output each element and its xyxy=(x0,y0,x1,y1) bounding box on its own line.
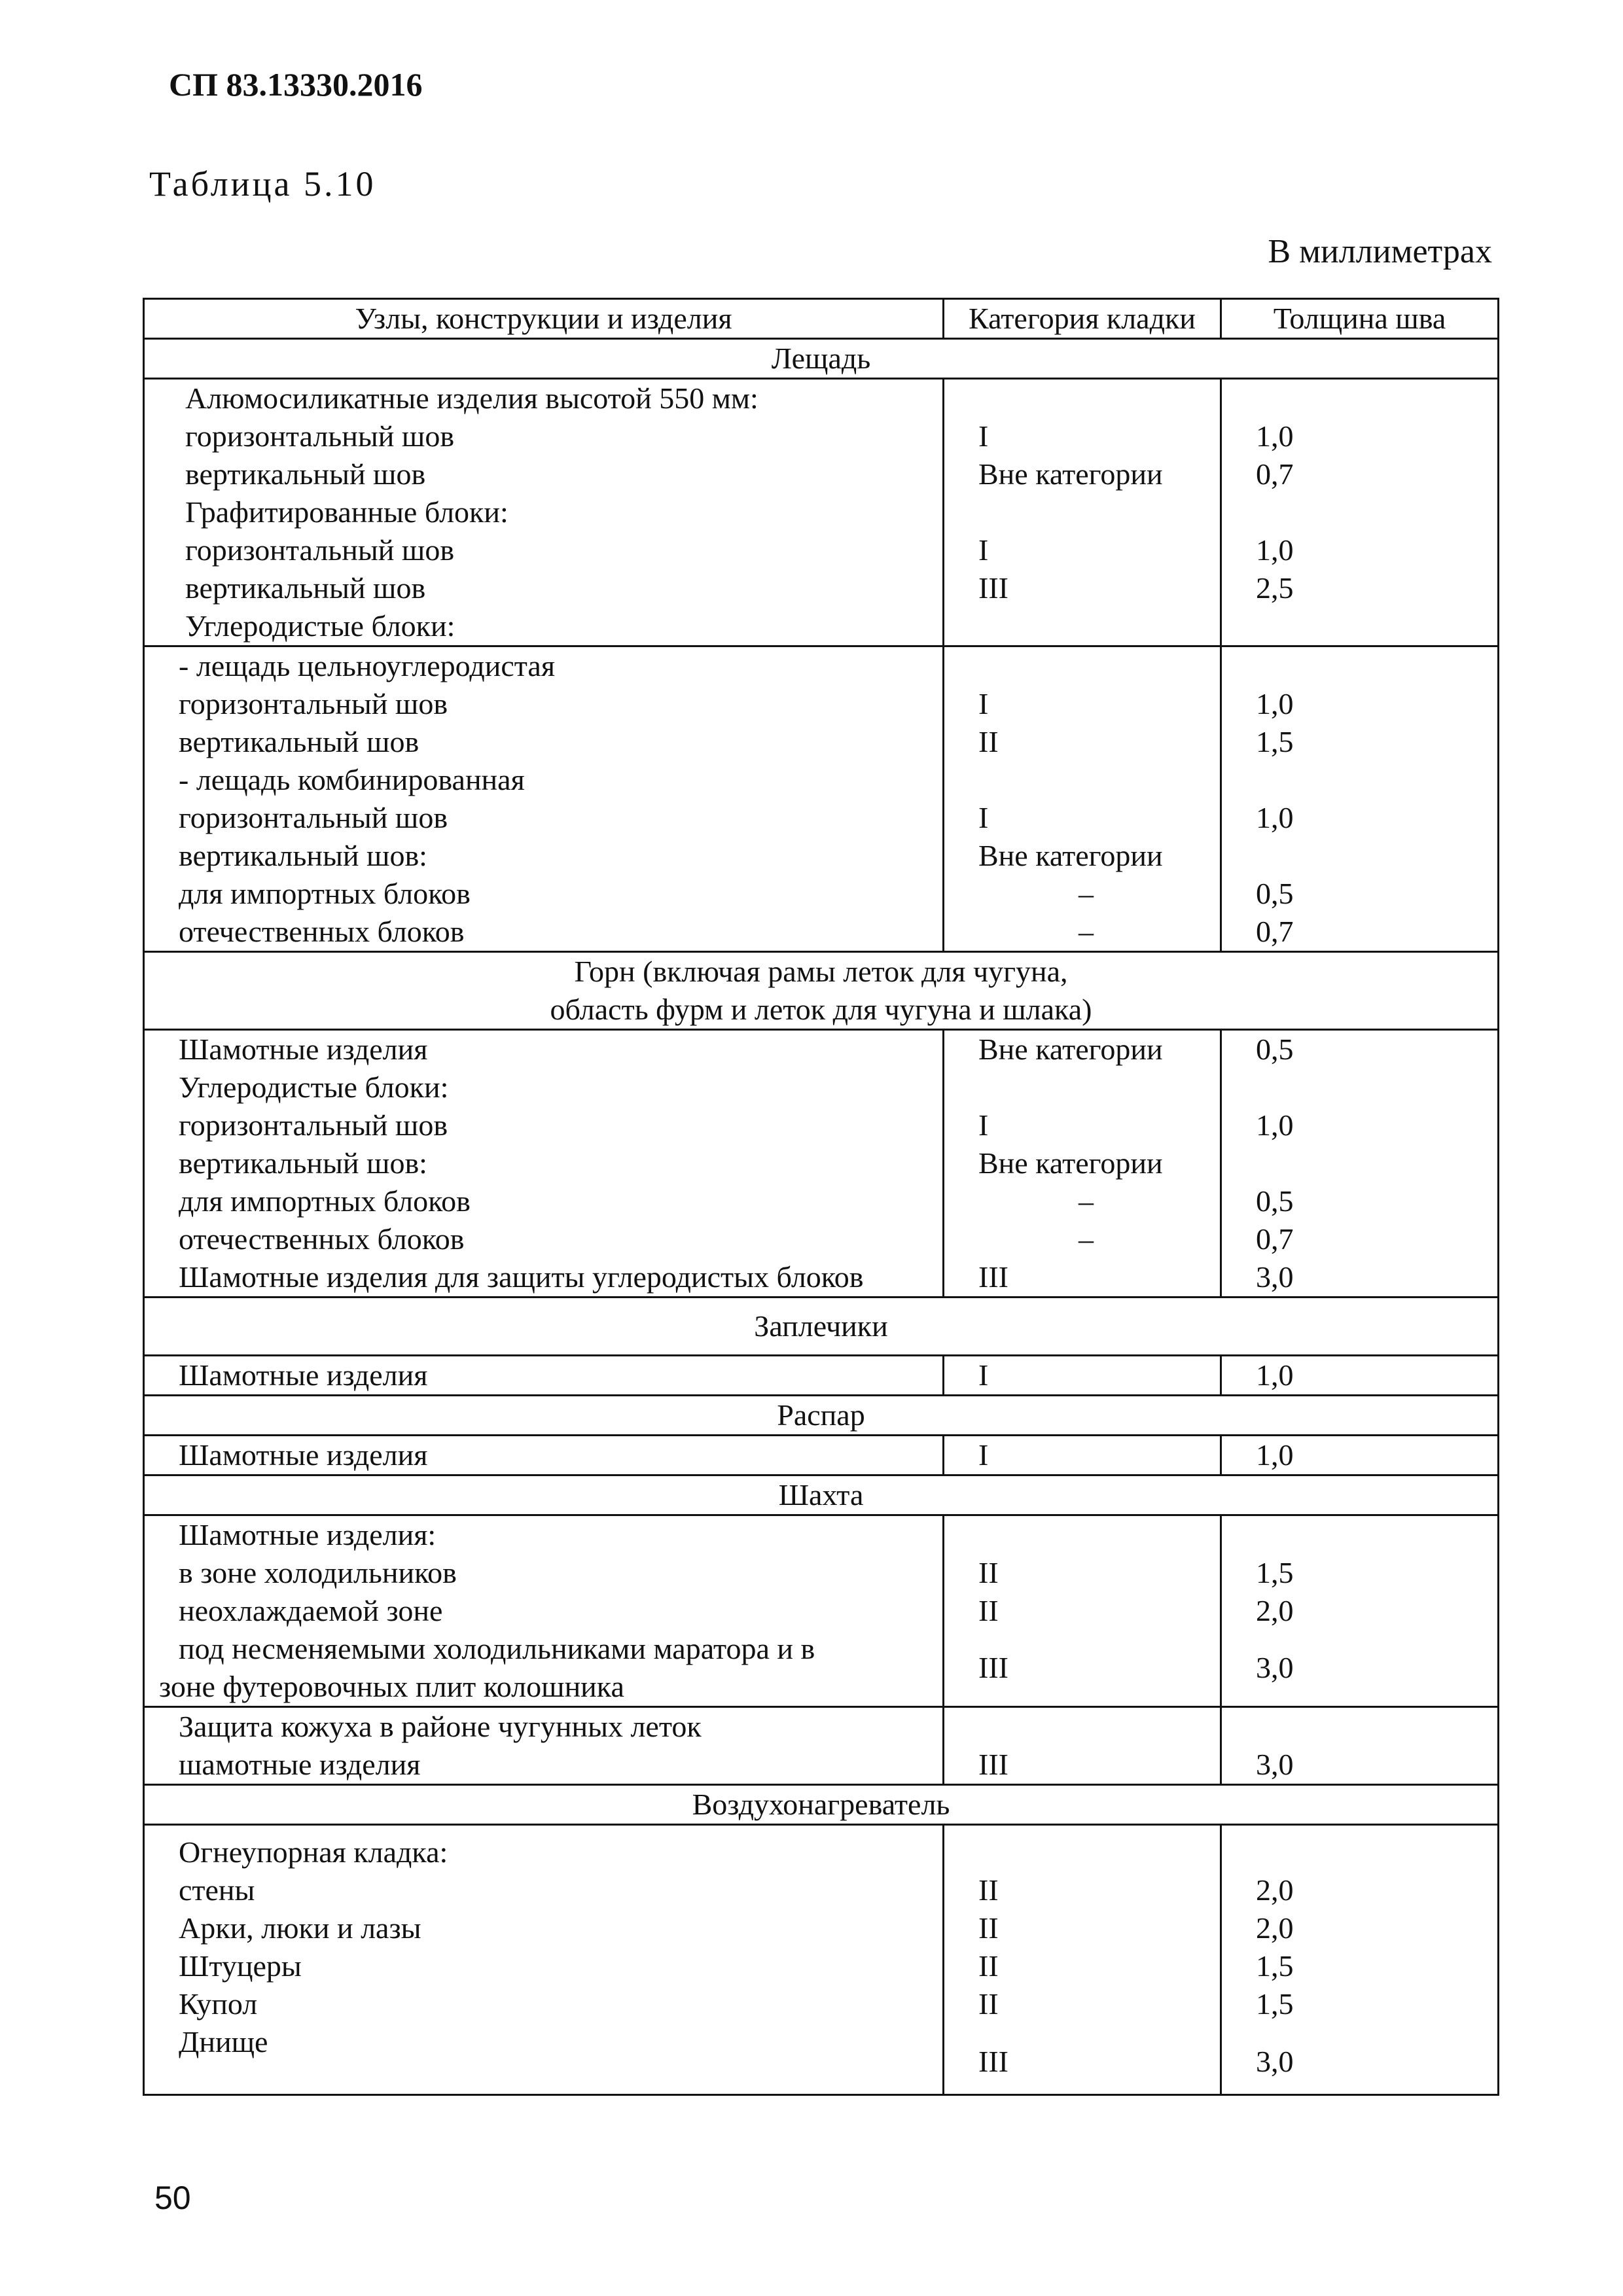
category-value: I xyxy=(978,1108,989,1142)
category-cell xyxy=(944,1030,1221,1298)
thickness-value: 1,0 xyxy=(1256,801,1294,834)
category-value: I xyxy=(978,801,989,834)
thickness-cell xyxy=(1221,379,1499,646)
item-text: горизонтальный шов xyxy=(185,419,455,453)
section-header-row xyxy=(144,1785,1499,1825)
table-row-group xyxy=(144,379,1499,646)
item-text: горизонтальный шов xyxy=(179,687,448,720)
thickness-value: 2,0 xyxy=(1256,1911,1294,1945)
item-text: Днище xyxy=(179,2025,268,2058)
category-cell xyxy=(944,1825,1221,2095)
item-text: - лещадь комбинированная xyxy=(179,763,525,796)
category-value: II xyxy=(978,1594,999,1627)
category-cell xyxy=(944,379,1221,646)
thickness-cell xyxy=(1221,1515,1499,1707)
item-text: отечественных блоков xyxy=(179,915,465,948)
thickness-value: 1,5 xyxy=(1256,1556,1294,1589)
table-row-group xyxy=(144,1825,1499,2095)
thickness-cell xyxy=(1221,1825,1499,2095)
thickness-cell xyxy=(1221,1030,1499,1298)
section-header-row xyxy=(144,1298,1499,1356)
item-text: Алюмосиликатные изделия высотой 550 мм: xyxy=(185,381,758,415)
item-text: Огнеупорная кладка: xyxy=(179,1835,448,1869)
item-text: Защита кожуха в районе чугунных леток xyxy=(179,1710,702,1743)
item-text: Углеродистые блоки: xyxy=(179,1070,449,1104)
item-text: вертикальный шов xyxy=(185,571,426,605)
thickness-value: 1,0 xyxy=(1256,533,1294,567)
category-value: – xyxy=(1079,877,1094,910)
category-value: II xyxy=(978,1949,999,1983)
thickness-value: 3,0 xyxy=(1256,1748,1294,1781)
item-text: Углеродистые блоки: xyxy=(185,609,455,643)
table-row-group xyxy=(144,1030,1499,1298)
table-title: Таблица 5.10 xyxy=(149,164,376,203)
items-cell xyxy=(144,646,944,952)
thickness-value: 0,7 xyxy=(1256,1222,1294,1256)
item-text: вертикальный шов xyxy=(179,725,419,758)
thickness-value: 2,5 xyxy=(1256,571,1294,605)
category-cell xyxy=(944,1515,1221,1707)
thickness-value: 1,0 xyxy=(1256,1108,1294,1142)
thickness-cell xyxy=(1221,646,1499,952)
document-code: СП 83.13330.2016 xyxy=(169,66,423,103)
item-text: вертикальный шов: xyxy=(179,1146,427,1180)
thickness-value: 1,0 xyxy=(1256,687,1294,720)
section-title: Заплечики xyxy=(144,1298,1499,1356)
category-value: Вне категории xyxy=(978,457,1163,491)
item-text: Шамотные изделия xyxy=(144,1436,944,1475)
category-value: II xyxy=(978,1873,999,1907)
category-value: I xyxy=(944,1436,1221,1475)
category-value: I xyxy=(978,687,989,720)
joint-thickness-table xyxy=(143,298,1499,2096)
items-cell xyxy=(144,379,944,646)
item-text: стены xyxy=(179,1873,255,1907)
item-text: для импортных блоков xyxy=(179,1184,471,1218)
category-value: III xyxy=(978,1260,1008,1294)
item-text: Шамотные изделия: xyxy=(179,1518,437,1551)
table-row xyxy=(144,1436,1499,1475)
thickness-value: 3,0 xyxy=(1256,1260,1294,1294)
thickness-value: 0,7 xyxy=(1256,915,1294,948)
thickness-value: 1,5 xyxy=(1256,1987,1294,2021)
page-number: 50 xyxy=(154,2180,191,2216)
table-row-group xyxy=(144,1707,1499,1785)
item-text: в зоне холодильников xyxy=(179,1556,457,1589)
category-value: I xyxy=(978,419,989,453)
thickness-value: 0,5 xyxy=(1256,1184,1294,1218)
items-cell xyxy=(144,1515,944,1707)
thickness-value: 1,0 xyxy=(1221,1436,1499,1475)
thickness-cell xyxy=(1221,1707,1499,1785)
item-text: горизонтальный шов xyxy=(179,801,448,834)
category-cell xyxy=(944,646,1221,952)
items-cell xyxy=(144,1707,944,1785)
section-header-row xyxy=(144,952,1499,1030)
category-value: – xyxy=(1079,915,1094,948)
category-value: III xyxy=(978,1748,1008,1781)
section-header-row xyxy=(144,1396,1499,1436)
item-text: шамотные изделия xyxy=(179,1748,421,1781)
units-label: В миллиметрах xyxy=(1268,233,1492,270)
column-header-thickness: Толщина шва xyxy=(1221,299,1499,339)
thickness-value: 2,0 xyxy=(1256,1594,1294,1627)
section-title: Лещадь xyxy=(144,339,1499,379)
category-value: I xyxy=(944,1356,1221,1396)
thickness-value: 0,5 xyxy=(1256,877,1294,910)
item-text: горизонтальный шов xyxy=(179,1108,448,1142)
category-value: II xyxy=(978,1911,999,1945)
table-row xyxy=(144,1356,1499,1396)
item-text: для импортных блоков xyxy=(179,877,471,910)
item-text: вертикальный шов: xyxy=(179,839,427,872)
item-text: Графитированные блоки: xyxy=(185,495,508,529)
section-header-row xyxy=(144,339,1499,379)
item-text: неохлаждаемой зоне xyxy=(179,1594,443,1627)
category-value: – xyxy=(1079,1222,1094,1256)
item-text: Штуцеры xyxy=(179,1949,302,1983)
thickness-value: 3,0 xyxy=(1256,1651,1294,1684)
section-title: Шахта xyxy=(144,1475,1499,1515)
section-title-line: Горн (включая рамы леток для чугуна, xyxy=(574,955,1068,988)
items-cell xyxy=(144,1030,944,1298)
category-value: III xyxy=(978,571,1008,605)
item-text: отечественных блоков xyxy=(179,1222,465,1256)
item-text: горизонтальный шов xyxy=(185,533,455,567)
thickness-value: 1,0 xyxy=(1221,1356,1499,1396)
item-text: Шамотные изделия xyxy=(144,1356,944,1396)
category-value: III xyxy=(978,1651,1008,1684)
category-value: Вне категории xyxy=(978,1146,1163,1180)
table-header-row xyxy=(144,299,1499,339)
thickness-value: 1,0 xyxy=(1256,419,1294,453)
column-header-category: Категория кладки xyxy=(944,299,1221,339)
section-title-line: область фурм и леток для чугуна и шлака) xyxy=(550,993,1092,1026)
category-value: I xyxy=(978,533,989,567)
category-value: II xyxy=(978,1987,999,2021)
item-text: вертикальный шов xyxy=(185,457,426,491)
section-header-row xyxy=(144,1475,1499,1515)
table-row-group xyxy=(144,1515,1499,1707)
thickness-value: 2,0 xyxy=(1256,1873,1294,1907)
category-value: Вне категории xyxy=(978,1033,1163,1066)
thickness-value: 0,7 xyxy=(1256,457,1294,491)
table-row-group xyxy=(144,646,1499,952)
thickness-value: 0,5 xyxy=(1256,1033,1294,1066)
item-text: Шамотные изделия xyxy=(179,1033,428,1066)
column-header-items: Узлы, конструкции и изделия xyxy=(144,299,944,339)
item-text: Арки, люки и лазы xyxy=(179,1911,421,1945)
section-title: Распар xyxy=(144,1396,1499,1436)
thickness-value: 3,0 xyxy=(1256,2045,1294,2078)
item-text: Купол xyxy=(179,1987,258,2021)
items-cell xyxy=(144,1825,944,2095)
thickness-value: 1,5 xyxy=(1256,1949,1294,1983)
thickness-value: 1,5 xyxy=(1256,725,1294,758)
item-text: Шамотные изделия для защиты углеродистых блоков xyxy=(179,1260,864,1294)
category-value: – xyxy=(1079,1184,1094,1218)
category-value: III xyxy=(978,2045,1008,2078)
item-text: зоне футеровочных плит колошника xyxy=(159,1670,624,1703)
category-value: II xyxy=(978,1556,999,1589)
section-title xyxy=(144,952,1499,1030)
category-cell xyxy=(944,1707,1221,1785)
item-text: - лещадь цельноуглеродистая xyxy=(179,649,555,682)
category-value: II xyxy=(978,725,999,758)
section-title: Воздухонагреватель xyxy=(144,1785,1499,1825)
category-value: Вне категории xyxy=(978,839,1163,872)
item-text: под несменяемыми холодильниками маратора и в xyxy=(179,1632,815,1665)
